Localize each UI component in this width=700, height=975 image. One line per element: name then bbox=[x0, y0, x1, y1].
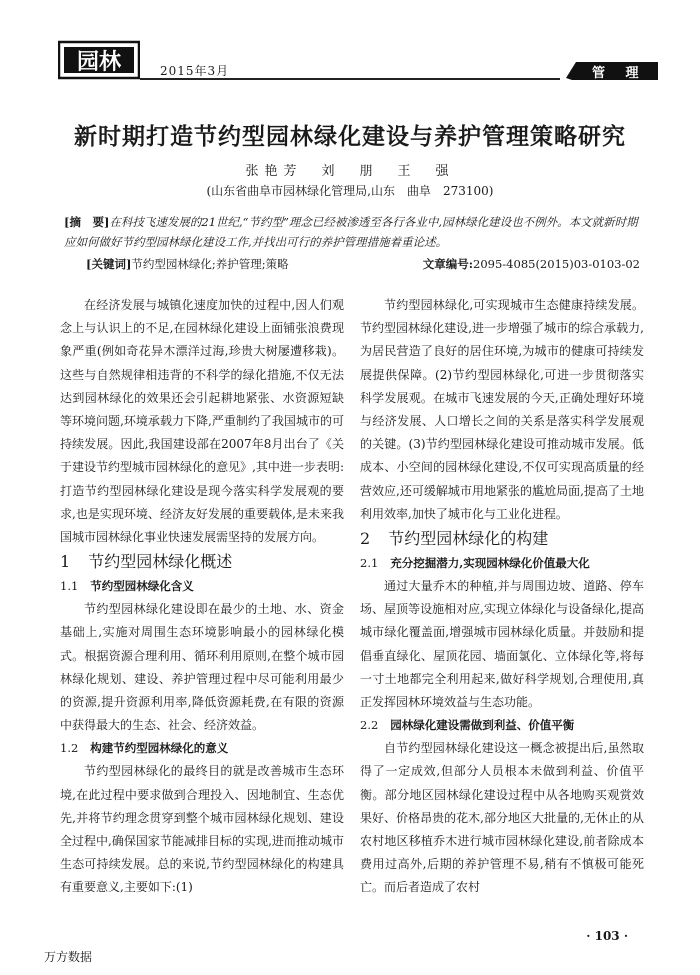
keywords-text: 节约型园林绿化;养护管理;策略 bbox=[131, 257, 289, 271]
heading-text: 园林绿化建设需做到利益、价值平衡 bbox=[390, 718, 575, 733]
paragraph: 节约型园林绿化建设即在最少的土地、水、资金基础上,实施对周围生态环境影响最小的园林绿化模式。根据资源合理利用、循环利用原则,在整个城市园林绿化规划、建设、养护管理过程中尽可能利用最少的资源,提升资源利用率,降低资源耗费,在有限的资源中获得最大的生态、社会、经济效益。 bbox=[60, 602, 344, 733]
section-heading-1 bbox=[60, 549, 344, 575]
paragraph: 节约型园林绿化,可实现城市生态健康持续发展。节约型园林绿化建设,进一步增强了城市的综合承载力,为居民营造了良好的居住环境,为城市的健康可持续发展提供保障。(2)节约型园林绿化,可进一步贯彻落实科学发展观。在城市飞速发展的今天,正确处理好环境与经济发展、人口增长之间的关系是落实科学发展观的关键。(3)节约型园林绿化建设可推动城市发展。低成本、小空间的园林绿化建设,不仅可实现高质量的经营效应,还可缓解城市用地紧张的尴尬局面,提高了土地利用效率,加快了城市化与工业化进程。 bbox=[360, 298, 644, 521]
paragraph: 通过大量乔木的种植,并与周围边坡、道路、停车场、屋顶等设施相对应,实现立体绿化与设备绿化,提高城市绿化覆盖面,增强城市园林绿化质量。并鼓励和提倡垂直绿化、屋顶花园、墙面氯化、立体绿化等,将每一寸土地都完全利用起来,做好科学规划,合理使用,真正发挥园林环境效益与生态功能。 bbox=[360, 579, 644, 710]
article-number-label: 文章编号: bbox=[422, 257, 474, 271]
heading-number: 2.2 bbox=[360, 718, 379, 733]
heading-number: 1 bbox=[60, 552, 71, 572]
abstract-text: 在科技飞速发展的21世纪,“节约型”理念已经被渗透至各行各业中,园林绿化建设也不例外。本文就新时期应如何做好节约型园林绿化建设工作,并找出可行的养护管理措施着重论述。 bbox=[64, 215, 638, 249]
issue-date: 2015年3月 bbox=[160, 64, 230, 78]
left-column bbox=[60, 294, 344, 900]
subsection-heading-1-2 bbox=[60, 737, 344, 760]
paragraph: 自节约型园林绿化建设这一概念被提出后,虽然取得了一定成效,但部分人员根本未做到利益、价值平衡。部分地区园林绿化建设过程中从各地购买观赏效果好、价格昂贵的花木,部分地区大批量的,无休止的从农村地区移植乔木进行城市园林绿化建设,前者除成本费用过高外,后期的养护管理不易,稍有不慎极可能死亡。而后者造成了农村 bbox=[360, 741, 644, 895]
keywords bbox=[86, 256, 289, 272]
heading-text: 节约型园林绿化含义 bbox=[90, 579, 194, 594]
subsection-heading-2-2 bbox=[360, 714, 644, 737]
abstract bbox=[64, 212, 644, 252]
heading-text: 节约型园林绿化概述 bbox=[88, 552, 233, 572]
article-title: 新时期打造节约型园林绿化建设与养护管理策略研究 bbox=[74, 123, 626, 150]
heading-number: 1.1 bbox=[60, 579, 79, 594]
affiliation: (山东省曲阜市园林绿化管理局,山东 曲阜 273100) bbox=[206, 184, 494, 198]
heading-text: 构建节约型园林绿化的意义 bbox=[90, 741, 229, 756]
heading-number: 1.2 bbox=[60, 741, 79, 756]
heading-number: 2 bbox=[360, 529, 371, 549]
subsection-heading-2-1 bbox=[360, 552, 644, 575]
section-label: 管 理 bbox=[592, 66, 647, 81]
logo-text: 园林 bbox=[76, 49, 122, 75]
section-heading-2 bbox=[360, 526, 644, 552]
right-column bbox=[360, 294, 644, 900]
article-number-value: 2095-4085(2015)03-0103-02 bbox=[473, 257, 640, 271]
subsection-heading-1-1 bbox=[60, 575, 344, 598]
heading-text: 充分挖掘潜力,实现园林绿化价值最大化 bbox=[390, 556, 590, 571]
abstract-label: [摘 要] bbox=[64, 215, 110, 229]
heading-text: 节约型园林绿化的构建 bbox=[388, 529, 549, 549]
paragraph: 节约型园林绿化的最终目的就是改善城市生态环境,在此过程中要求做到合理投入、因地制宜、生态优先,并将节约理念贯穿到整个城市园林绿化规划、建设全过程中,确保国家节能减排目标的实现,进而推动城市生态可持续发展。总的来说,节约型园林绿化的构建具有重要意义,主要如下:(1) bbox=[60, 764, 344, 895]
journal-logo bbox=[58, 40, 140, 80]
footer-watermark: 万方数据 bbox=[44, 950, 93, 964]
header-rule bbox=[140, 78, 560, 80]
article-number bbox=[423, 256, 640, 272]
authors: 张艳芳 刘 朋 王 强 bbox=[245, 164, 455, 179]
page-number: · 103 · bbox=[586, 929, 628, 943]
heading-number: 2.1 bbox=[360, 556, 379, 571]
keywords-label: [关键词] bbox=[86, 257, 132, 271]
paragraph: 在经济发展与城镇化速度加快的过程中,因人们观念上与认识上的不足,在园林绿化建设上面铺张浪费现象严重(例如奇花异木漂洋过海,珍贵大树屡遭移栽)。这些与自然规律相违背的不科学的绿化措施,不仅无法达到园林绿化的效果还会引起耕地紧张、水资源短缺等环境问题,环境承载力下降,严重制约了我国城市的可持续发展。因此,我国建设部在2007年8月出台了《关于建设节约型城市园林绿化的意见》,其中进一步表明:打造节约型园林绿化建设是现今落实科学发展观的要求,也是实现环境、经济友好发展的重要载体,是未来我国城市园林绿化事业快速发展需坚持的发展方向。 bbox=[60, 298, 344, 545]
